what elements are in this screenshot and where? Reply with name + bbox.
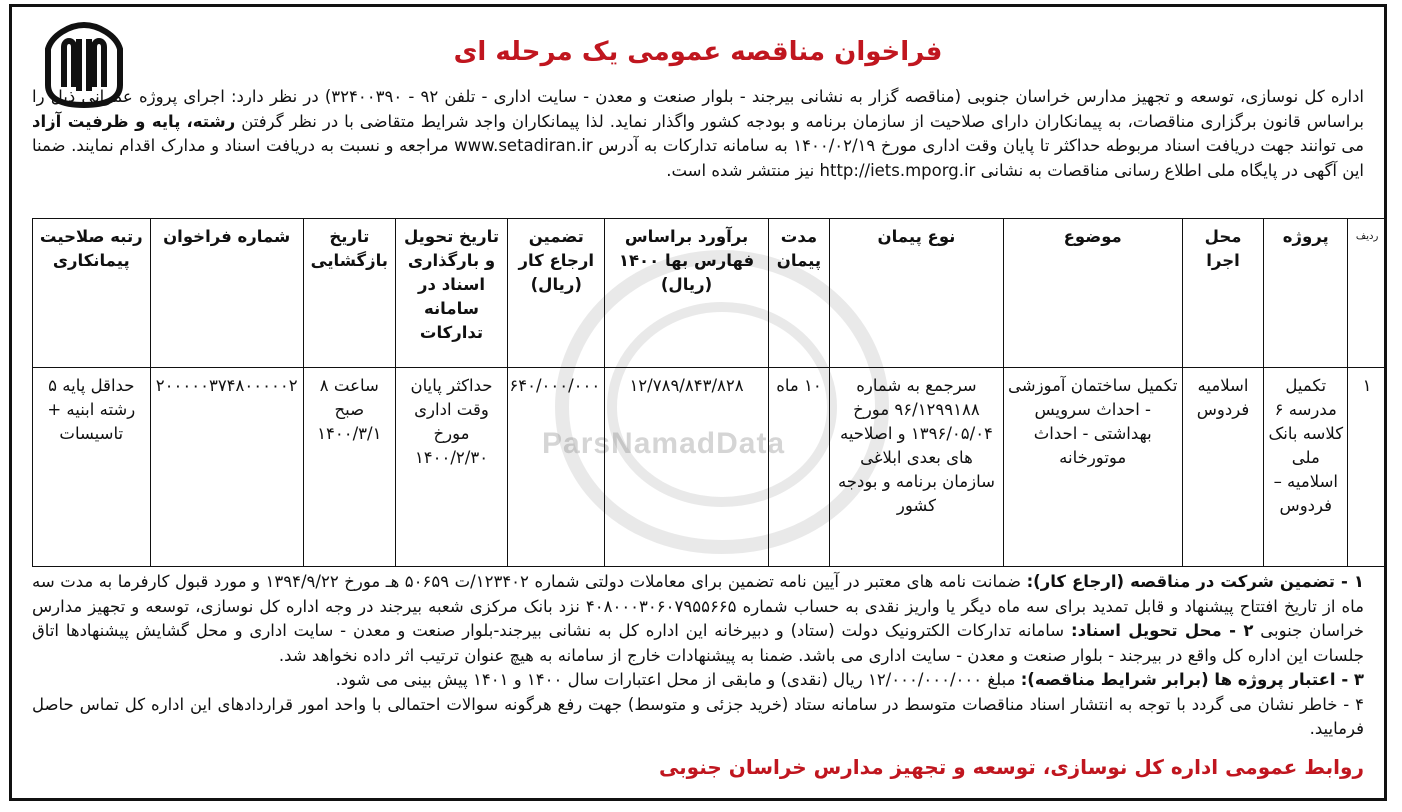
intro-paragraph	[32, 85, 1364, 183]
note-2-label: ۲ - محل تحویل اسناد:	[1070, 621, 1254, 640]
header-opening-date: تاریخ بازگشایی	[303, 219, 395, 368]
page-title: فراخوان مناقصه عمومی یک مرحله ای	[453, 37, 943, 67]
header-contract-type: نوع پیمان	[830, 219, 1004, 368]
header-location: محل اجرا	[1182, 219, 1264, 368]
cell-call-number: ۲۰۰۰۰۰۳۷۴۸۰۰۰۰۰۲	[150, 368, 303, 567]
note-3-label: ۳ - اعتبار پروژه ها (برابر شرایط مناقصه):	[1020, 670, 1364, 689]
tender-table	[32, 218, 1387, 567]
intro-line-4: اقدام نمایند. ضمنا این آگهی در پایگاه ملی اطلاع رسانی مناقصات به نشانی	[32, 136, 1364, 180]
cell-rank: حداقل پایه ۵ رشته ابنیه + تاسیسات	[33, 368, 151, 567]
intro-line-2: عمرانی ذیل را براساس قانون برگزاری مناقصات، به پیمانکاران دارای صلاحیت از سازمان برنامه و بودجه کشور واگذار نماید. لذا پیمانکاران واجد شرایط متقاضی با در نظر گرفتن	[32, 87, 1365, 131]
intro-line-1: اداره کل نوسازی، توسعه و تجهیز مدارس خراسان جنوبی (مناقصه گزار به نشانی بیرجند - بلوار صنعت و معدن - سایت اداری - تلفن ۹۲ - ۳۲۴۰۰۳۹۰) در نظر دارد: اجرای پروژه	[138, 87, 1364, 106]
note-1	[32, 570, 1364, 668]
watermark-text: ParsNamadData	[542, 427, 786, 460]
note-1-label: ۱ - تضمین شرکت در مناقصه (ارجاع کار):	[1026, 572, 1364, 591]
header-call-number: شماره فراخوان	[150, 219, 303, 368]
footer-signature: روابط عمومی اداره کل نوسازی، توسعه و تجهیز مدارس خراسان جنوبی	[658, 755, 1364, 779]
setadiran-link[interactable]: www.setadiran.ir	[454, 136, 593, 155]
notes-section	[32, 570, 1364, 742]
note-3-text: مبلغ ۱۲/۰۰۰/۰۰۰/۰۰۰ ریال (نقدی) و مابقی از محل اعتبارات سال ۱۴۰۰ و ۱۴۰۱ پیش بینی می شود.	[335, 670, 1016, 689]
table-row	[33, 368, 1387, 567]
header-delivery-date: تاریخ تحویل و بارگذاری اسناد در سامانه تدارکات	[395, 219, 507, 368]
intro-line-4-end: نیز منتشر شده است.	[666, 160, 815, 180]
header-guarantee: تضمین ارجاع کار (ریال)	[508, 219, 605, 368]
intro-field-bold: رشته،	[186, 111, 236, 131]
note-1-text: ضمانت نامه های معتبر در آیین نامه تضمین برای معاملات دولتی شماره ۱۲۳۴۰۲/ت ۵۰۶۵۹ هـ مورخ ۱۳۹۴/۹/۲۲ و مورد قبول کارفرما به مدت سه ماه از تاریخ افتتاح پیشنهاد و قابل تمدید برای سه ماه دیگر یا واریز نقدی به حساب شماره ۴۰۸۰۰۰۳۰۶۰۷۹۵۵۶۶۵ نزد بانک مرکزی شعبه بیرجند در وجه اداره کل نوسازی، توسعه و تجهیز مدارس خراسان جنوبی	[32, 572, 1365, 640]
intro-capacity-bold: پایه و ظرفیت آزاد	[32, 111, 181, 131]
header-project: پروژه	[1264, 219, 1348, 368]
note-4: ۴ - خاطر نشان می گردد با توجه به انتشار اسناد مناقصات متوسط در سامانه ستاد (خرید جزئی و متوسط) جهت رفع هرگونه سوالات احتمالی با واحد امور قراردادهای این اداره کل تماس حاصل فرمایید.	[32, 694, 1364, 738]
cell-delivery-date: حداکثر پایان وقت اداری مورخ ۱۴۰۰/۲/۳۰	[395, 368, 507, 567]
header-rank: رتبه صلاحیت پیمانکاری	[33, 219, 151, 368]
notice-frame	[9, 4, 1387, 801]
table-header-row	[33, 219, 1387, 368]
header-duration: مدت پیمان	[768, 219, 829, 368]
cell-subject: تکمیل ساختمان آموزشی - احداث سرویس بهداشتی - احداث موتورخانه	[1003, 368, 1182, 567]
note-3	[32, 668, 1364, 693]
cell-project: تکمیل مدرسه ۶ کلاسه بانک ملی اسلامیه – فردوس	[1264, 368, 1348, 567]
iets-link[interactable]: http://iets.mporg.ir	[819, 160, 976, 180]
cell-duration: ۱۰ ماه	[768, 368, 829, 567]
intro-line-3: می توانند جهت دریافت اسناد مربوطه حداکثر تا پایان وقت اداری مورخ ۱۴۰۰/۰۲/۱۹ به سامانه تدارکات به آدرس	[598, 136, 1364, 155]
cell-radif: ۱	[1348, 368, 1387, 567]
header-subject: موضوع	[1003, 219, 1182, 368]
cell-opening-date: ساعت ۸ صبح ۱۴۰۰/۳/۱	[303, 368, 395, 567]
cell-estimate: ۱۲/۷۸۹/۸۴۳/۸۲۸	[605, 368, 769, 567]
cell-guarantee: ۶۴۰/۰۰۰/۰۰۰	[508, 368, 605, 567]
note-2-text: سامانه تدارکات الکترونیک دولت (ستاد) و دبیرخانه این اداره کل به نشانی بیرجند-بلوار صنعت و معدن - سایت اداری و محل گشایش پیشنهادها اتاق جلسات این اداره کل واقع در بیرجند - بلوار صنعت و معدن - سایت اداری می باشد. ضمنا به پیشنهادات خارج از سامانه به هیچ عنوان ترتیب اثر داده نخواهد شد.	[32, 621, 1364, 665]
header-radif: ردیف	[1348, 219, 1387, 368]
intro-line-3-end: مراجعه و نسبت به دریافت اسناد و مدارک	[160, 136, 449, 155]
cell-location: اسلامیه فردوس	[1182, 368, 1264, 567]
header-estimate: برآورد براساس فهارس بها ۱۴۰۰ (ریال)	[605, 219, 769, 368]
cell-contract-type: سرجمع به شماره ۹۶/۱۲۹۹۱۸۸ مورخ ۱۳۹۶/۰۵/۰۴ و اصلاحیه های بعدی ابلاغی سازمان برنامه و بودجه کشور	[830, 368, 1004, 567]
